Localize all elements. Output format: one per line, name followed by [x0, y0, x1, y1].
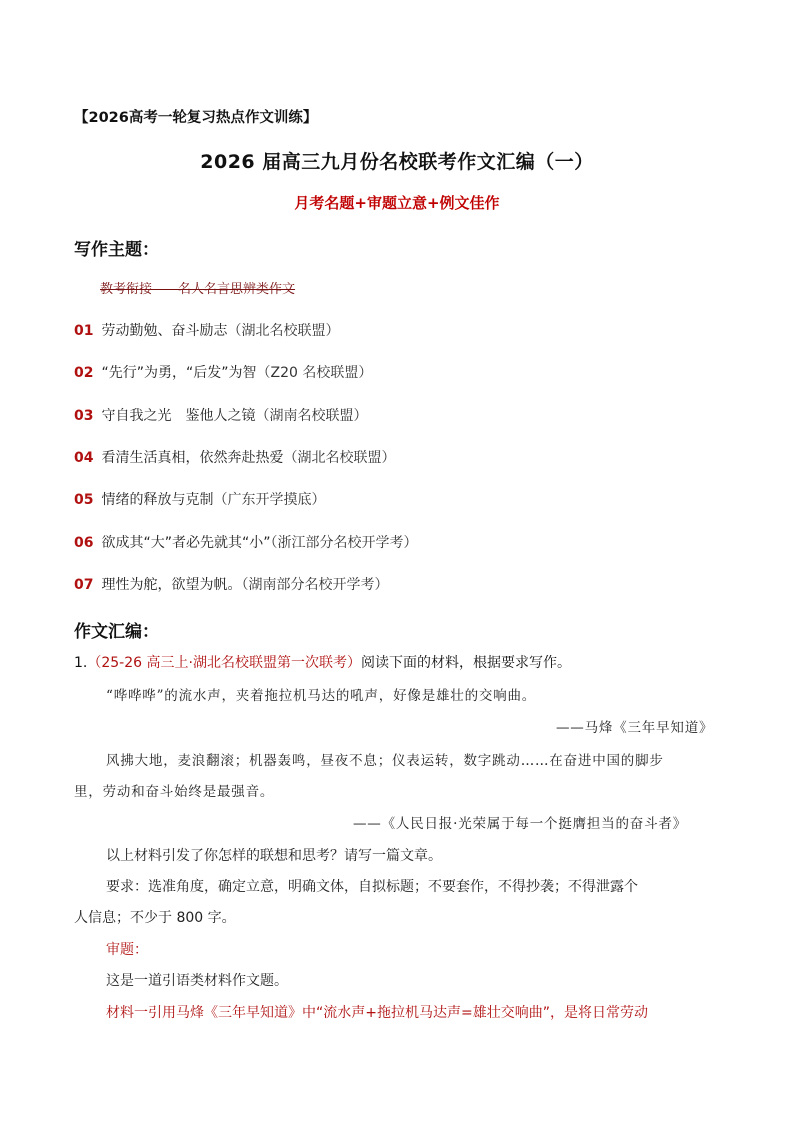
topic-title: 看清生活真相，依然奔赴热爱 [101, 450, 284, 466]
topic-item [74, 362, 372, 382]
topic-source: （浙江部分名校开学考） [270, 535, 418, 551]
topic-item [74, 320, 339, 340]
topic-title: “先行”为勇，“后发”为智 [101, 365, 257, 381]
page-subtitle: 月考名题+审题立意+例文佳作 [294, 194, 500, 212]
topic-title: 守自我之光 鉴他人之镜 [101, 408, 256, 424]
quote-1-attribution: ——马烽《三年早知道》 [556, 720, 714, 736]
topic-source: （湖北名校联盟） [227, 323, 340, 339]
topic-source: （湖北名校联盟） [283, 450, 396, 466]
topic-title: 劳动勤勉、奋斗励志 [101, 323, 228, 339]
quote-1: “哗哗哗”的流水声，夹着拖拉机马达的吼声，好像是雄壮的交响曲。 [106, 688, 537, 704]
analysis-line-2: 材料一引用马烽《三年早知道》中“流水声+拖拉机马达声=雄壮交响曲”，是将日常劳动 [106, 1005, 648, 1021]
topic-item [74, 532, 418, 552]
quote-2-line-1: 风拂大地，麦浪翻滚；机器轰鸣，昼夜不息；仪表运转，数字跳动……在奋进中国的脚步 [106, 753, 664, 769]
topic-source: （湖南部分名校开学考） [241, 577, 389, 593]
question-header [74, 652, 571, 672]
section-heading-compilation: 作文汇编： [74, 622, 159, 642]
topic-source: （Z20 名校联盟） [256, 365, 373, 381]
analysis-line-1: 这是一道引语类材料作文题。 [106, 973, 288, 989]
topic-title: 情绪的释放与克制 [101, 492, 214, 508]
question-lead: 阅读下面的材料，根据要求写作。 [360, 655, 571, 671]
question-source: （25-26 高三上·湖北名校联盟第一次联考） [87, 655, 361, 671]
page-title: 2026 届高三九月份名校联考作文汇编（一） [200, 151, 594, 173]
topic-item [74, 489, 325, 509]
topic-item [74, 447, 395, 467]
topic-number: 03 [74, 408, 94, 424]
topic-number: 04 [74, 450, 94, 466]
requirements-line-2: 人信息；不少于 800 字。 [74, 910, 236, 926]
series-bracket-title: 【2026高考一轮复习热点作文训练】 [74, 110, 318, 126]
question-number: 1. [74, 655, 88, 671]
topic-number: 07 [74, 577, 94, 593]
quote-2-line-2: 里，劳动和奋斗始终是最强音。 [74, 784, 275, 800]
topic-source: （湖南名校联盟） [255, 408, 368, 424]
topic-title: 欲成其“大”者必先就其“小” [101, 535, 271, 551]
quote-2-attribution: ——《人民日报·光荣属于每一个挺膺担当的奋斗者》 [353, 816, 687, 832]
topic-source: （广东开学摸底） [213, 492, 326, 508]
topic-item [74, 405, 367, 425]
topic-number: 02 [74, 365, 94, 381]
topic-item [74, 574, 388, 594]
writing-prompt: 以上材料引发了你怎样的联想和思考？请写一篇文章。 [106, 848, 442, 864]
analysis-label: 审题： [106, 942, 148, 958]
section-heading-themes: 写作主题： [74, 240, 159, 260]
topic-number: 05 [74, 492, 94, 508]
topic-number: 06 [74, 535, 94, 551]
struck-note: 教考衔接——名人名言思辨类作文 [100, 282, 296, 297]
requirements-line-1: 要求：选准角度，确定立意，明确文体，自拟标题；不要套作，不得抄袭；不得泄露个 [106, 879, 638, 895]
topic-number: 01 [74, 323, 94, 339]
topic-title: 理性为舵，欲望为帆。 [101, 577, 242, 593]
